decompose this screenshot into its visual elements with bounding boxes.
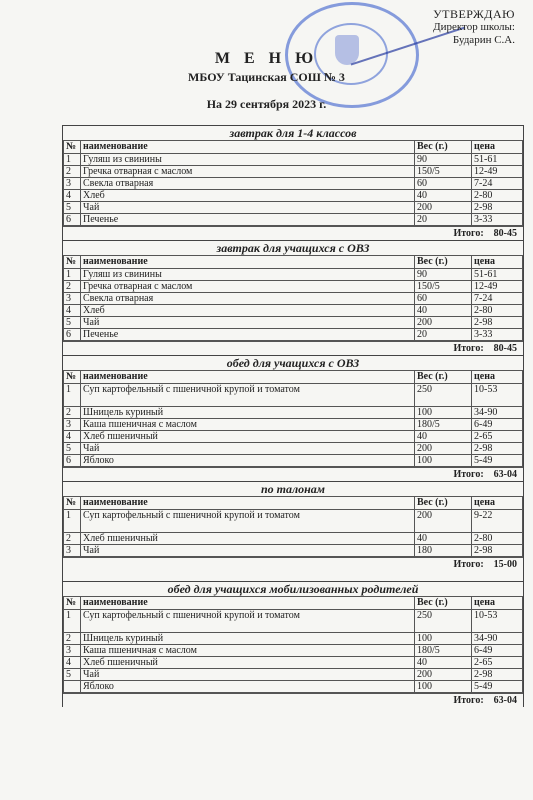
- section-title: по талонам: [63, 481, 523, 496]
- item-weight: 40: [415, 431, 472, 443]
- item-weight: 90: [415, 269, 472, 281]
- item-name: Хлеб: [81, 190, 415, 202]
- section-total: [63, 557, 523, 571]
- column-header-weight: Вес (г.): [415, 256, 472, 269]
- item-number: 4: [64, 305, 81, 317]
- total-label: Итого:: [453, 469, 484, 480]
- approval-director-name: Бударин С.А.: [452, 34, 515, 46]
- table-row: [64, 154, 523, 166]
- total-label: Итого:: [453, 343, 484, 354]
- item-number: 2: [64, 407, 81, 419]
- menu-table: [63, 496, 523, 557]
- item-name: Хлеб пшеничный: [81, 657, 415, 669]
- item-weight: 60: [415, 293, 472, 305]
- table-row: [64, 202, 523, 214]
- column-header-no: №: [64, 141, 81, 154]
- item-number: 5: [64, 669, 81, 681]
- approval-heading: УТВЕРЖДАЮ: [433, 7, 515, 21]
- item-number: 6: [64, 455, 81, 467]
- column-header-weight: Вес (г.): [415, 141, 472, 154]
- column-header-price: цена: [472, 597, 523, 610]
- table-row: [64, 269, 523, 281]
- menu-date: На 29 сентября 2023 г.: [206, 97, 327, 111]
- total-label: Итого:: [453, 228, 484, 239]
- total-value: 80-45: [493, 343, 517, 354]
- item-name: Печенье: [81, 214, 415, 226]
- total-label: Итого:: [453, 695, 484, 706]
- column-header-price: цена: [472, 141, 523, 154]
- table-row: [64, 329, 523, 341]
- item-price: 34-90: [472, 633, 523, 645]
- item-name: Свекла отварная: [81, 178, 415, 190]
- column-header-name: наименование: [81, 597, 415, 610]
- table-row: [64, 533, 523, 545]
- item-number: 3: [64, 178, 81, 190]
- total-value: 80-45: [493, 228, 517, 239]
- column-header-name: наименование: [81, 497, 415, 510]
- item-price: 2-80: [472, 305, 523, 317]
- item-name: Яблоко: [81, 455, 415, 467]
- column-header-name: наименование: [81, 371, 415, 384]
- menu-table: [63, 140, 523, 226]
- item-price: 2-80: [472, 190, 523, 202]
- item-weight: 90: [415, 154, 472, 166]
- item-weight: 200: [415, 443, 472, 455]
- table-header-row: [64, 256, 523, 269]
- item-weight: 180/5: [415, 419, 472, 431]
- menu-sheet: [62, 125, 524, 707]
- column-header-weight: Вес (г.): [415, 597, 472, 610]
- item-price: 5-49: [472, 455, 523, 467]
- item-weight: 100: [415, 681, 472, 693]
- table-row: [64, 681, 523, 693]
- menu-table: [63, 255, 523, 341]
- item-number: 2: [64, 166, 81, 178]
- table-row: [64, 645, 523, 657]
- table-header-row: [64, 497, 523, 510]
- item-name: Хлеб пшеничный: [81, 533, 415, 545]
- section-title: обед для учащихся с ОВЗ: [63, 355, 523, 370]
- column-header-weight: Вес (г.): [415, 497, 472, 510]
- item-number: 2: [64, 533, 81, 545]
- section-total: [63, 226, 523, 240]
- item-weight: 250: [415, 384, 472, 407]
- item-price: 2-98: [472, 443, 523, 455]
- column-header-no: №: [64, 371, 81, 384]
- item-price: 10-53: [472, 610, 523, 633]
- item-weight: 150/5: [415, 281, 472, 293]
- item-name: Чай: [81, 317, 415, 329]
- item-name: Гуляш из свинины: [81, 154, 415, 166]
- item-weight: 100: [415, 633, 472, 645]
- table-row: [64, 431, 523, 443]
- section-spacer: [63, 571, 523, 581]
- item-weight: 100: [415, 407, 472, 419]
- school-name: МБОУ Тацинская СОШ № 3: [188, 70, 345, 84]
- table-row: [64, 657, 523, 669]
- item-number: 4: [64, 657, 81, 669]
- item-number: 5: [64, 317, 81, 329]
- table-row: [64, 610, 523, 633]
- table-row: [64, 305, 523, 317]
- item-price: 51-61: [472, 269, 523, 281]
- item-price: 2-98: [472, 669, 523, 681]
- table-header-row: [64, 371, 523, 384]
- approval-position: Директор школы:: [433, 21, 515, 33]
- item-number: 3: [64, 293, 81, 305]
- column-header-price: цена: [472, 497, 523, 510]
- item-price: 2-98: [472, 317, 523, 329]
- table-row: [64, 407, 523, 419]
- item-name: Шницель куриный: [81, 633, 415, 645]
- item-name: Суп картофельный с пшеничной крупой и томатом: [81, 510, 415, 533]
- item-number: 5: [64, 443, 81, 455]
- item-number: 4: [64, 431, 81, 443]
- item-price: 7-24: [472, 178, 523, 190]
- total-value: 15-00: [493, 559, 517, 570]
- total-value: 63-04: [493, 469, 517, 480]
- menu-table: [63, 596, 523, 693]
- item-name: Гуляш из свинины: [81, 269, 415, 281]
- item-name: Чай: [81, 545, 415, 557]
- table-row: [64, 178, 523, 190]
- item-name: Чай: [81, 202, 415, 214]
- total-value: 63-04: [493, 695, 517, 706]
- item-price: 34-90: [472, 407, 523, 419]
- item-weight: 180/5: [415, 645, 472, 657]
- item-price: 5-49: [472, 681, 523, 693]
- item-weight: 40: [415, 533, 472, 545]
- approval-block: [433, 8, 515, 47]
- item-number: 2: [64, 281, 81, 293]
- table-row: [64, 669, 523, 681]
- item-weight: 100: [415, 455, 472, 467]
- item-number: 6: [64, 214, 81, 226]
- column-header-price: цена: [472, 371, 523, 384]
- item-name: Шницель куриный: [81, 407, 415, 419]
- item-weight: 40: [415, 305, 472, 317]
- item-number: 1: [64, 269, 81, 281]
- table-row: [64, 190, 523, 202]
- document-header: [0, 0, 533, 120]
- item-price: 2-65: [472, 657, 523, 669]
- item-number: 2: [64, 633, 81, 645]
- item-number: 3: [64, 645, 81, 657]
- item-weight: 200: [415, 317, 472, 329]
- item-number: 1: [64, 610, 81, 633]
- item-name: Свекла отварная: [81, 293, 415, 305]
- table-row: [64, 166, 523, 178]
- item-weight: 200: [415, 669, 472, 681]
- column-header-name: наименование: [81, 256, 415, 269]
- table-row: [64, 545, 523, 557]
- table-row: [64, 281, 523, 293]
- item-price: 6-49: [472, 419, 523, 431]
- item-number: 4: [64, 190, 81, 202]
- column-header-price: цена: [472, 256, 523, 269]
- table-row: [64, 443, 523, 455]
- item-price: 9-22: [472, 510, 523, 533]
- item-name: Суп картофельный с пшеничной крупой и томатом: [81, 610, 415, 633]
- item-weight: 200: [415, 510, 472, 533]
- table-header-row: [64, 597, 523, 610]
- item-price: 3-33: [472, 214, 523, 226]
- table-row: [64, 633, 523, 645]
- column-header-weight: Вес (г.): [415, 371, 472, 384]
- item-name: Печенье: [81, 329, 415, 341]
- item-price: 12-49: [472, 166, 523, 178]
- item-price: 2-80: [472, 533, 523, 545]
- item-price: 6-49: [472, 645, 523, 657]
- item-price: 12-49: [472, 281, 523, 293]
- item-weight: 250: [415, 610, 472, 633]
- item-number: 3: [64, 419, 81, 431]
- item-name: Хлеб пшеничный: [81, 431, 415, 443]
- menu-title: М Е Н Ю: [214, 50, 319, 67]
- item-number: 1: [64, 384, 81, 407]
- column-header-no: №: [64, 256, 81, 269]
- item-name: Яблоко: [81, 681, 415, 693]
- total-label: Итого:: [453, 559, 484, 570]
- table-row: [64, 214, 523, 226]
- item-weight: 40: [415, 190, 472, 202]
- table-header-row: [64, 141, 523, 154]
- table-row: [64, 419, 523, 431]
- item-weight: 20: [415, 214, 472, 226]
- item-number: 6: [64, 329, 81, 341]
- item-price: 2-98: [472, 545, 523, 557]
- item-name: Гречка отварная с маслом: [81, 281, 415, 293]
- item-name: Чай: [81, 443, 415, 455]
- section-title: обед для учащихся мобилизованных родителей: [63, 581, 523, 596]
- item-number: 5: [64, 202, 81, 214]
- table-row: [64, 317, 523, 329]
- item-price: 3-33: [472, 329, 523, 341]
- section-total: [63, 341, 523, 355]
- table-row: [64, 510, 523, 533]
- item-number: 3: [64, 545, 81, 557]
- item-weight: 60: [415, 178, 472, 190]
- item-number: 1: [64, 510, 81, 533]
- item-name: Хлеб: [81, 305, 415, 317]
- item-weight: 150/5: [415, 166, 472, 178]
- section-total: [63, 467, 523, 481]
- column-header-no: №: [64, 597, 81, 610]
- column-header-no: №: [64, 497, 81, 510]
- item-name: Каша пшеничная с маслом: [81, 419, 415, 431]
- table-row: [64, 293, 523, 305]
- item-weight: 180: [415, 545, 472, 557]
- item-weight: 40: [415, 657, 472, 669]
- item-number: 1: [64, 154, 81, 166]
- table-row: [64, 384, 523, 407]
- item-price: 2-98: [472, 202, 523, 214]
- menu-table: [63, 370, 523, 467]
- item-weight: 200: [415, 202, 472, 214]
- item-number: [64, 681, 81, 693]
- item-price: 2-65: [472, 431, 523, 443]
- item-weight: 20: [415, 329, 472, 341]
- section-title: завтрак для 1-4 классов: [63, 125, 523, 140]
- section-total: [63, 693, 523, 707]
- item-name: Каша пшеничная с маслом: [81, 645, 415, 657]
- column-header-name: наименование: [81, 141, 415, 154]
- item-price: 7-24: [472, 293, 523, 305]
- item-name: Суп картофельный с пшеничной крупой и томатом: [81, 384, 415, 407]
- item-name: Гречка отварная с маслом: [81, 166, 415, 178]
- item-name: Чай: [81, 669, 415, 681]
- table-row: [64, 455, 523, 467]
- section-title: завтрак для учащихся с ОВЗ: [63, 240, 523, 255]
- item-price: 51-61: [472, 154, 523, 166]
- item-price: 10-53: [472, 384, 523, 407]
